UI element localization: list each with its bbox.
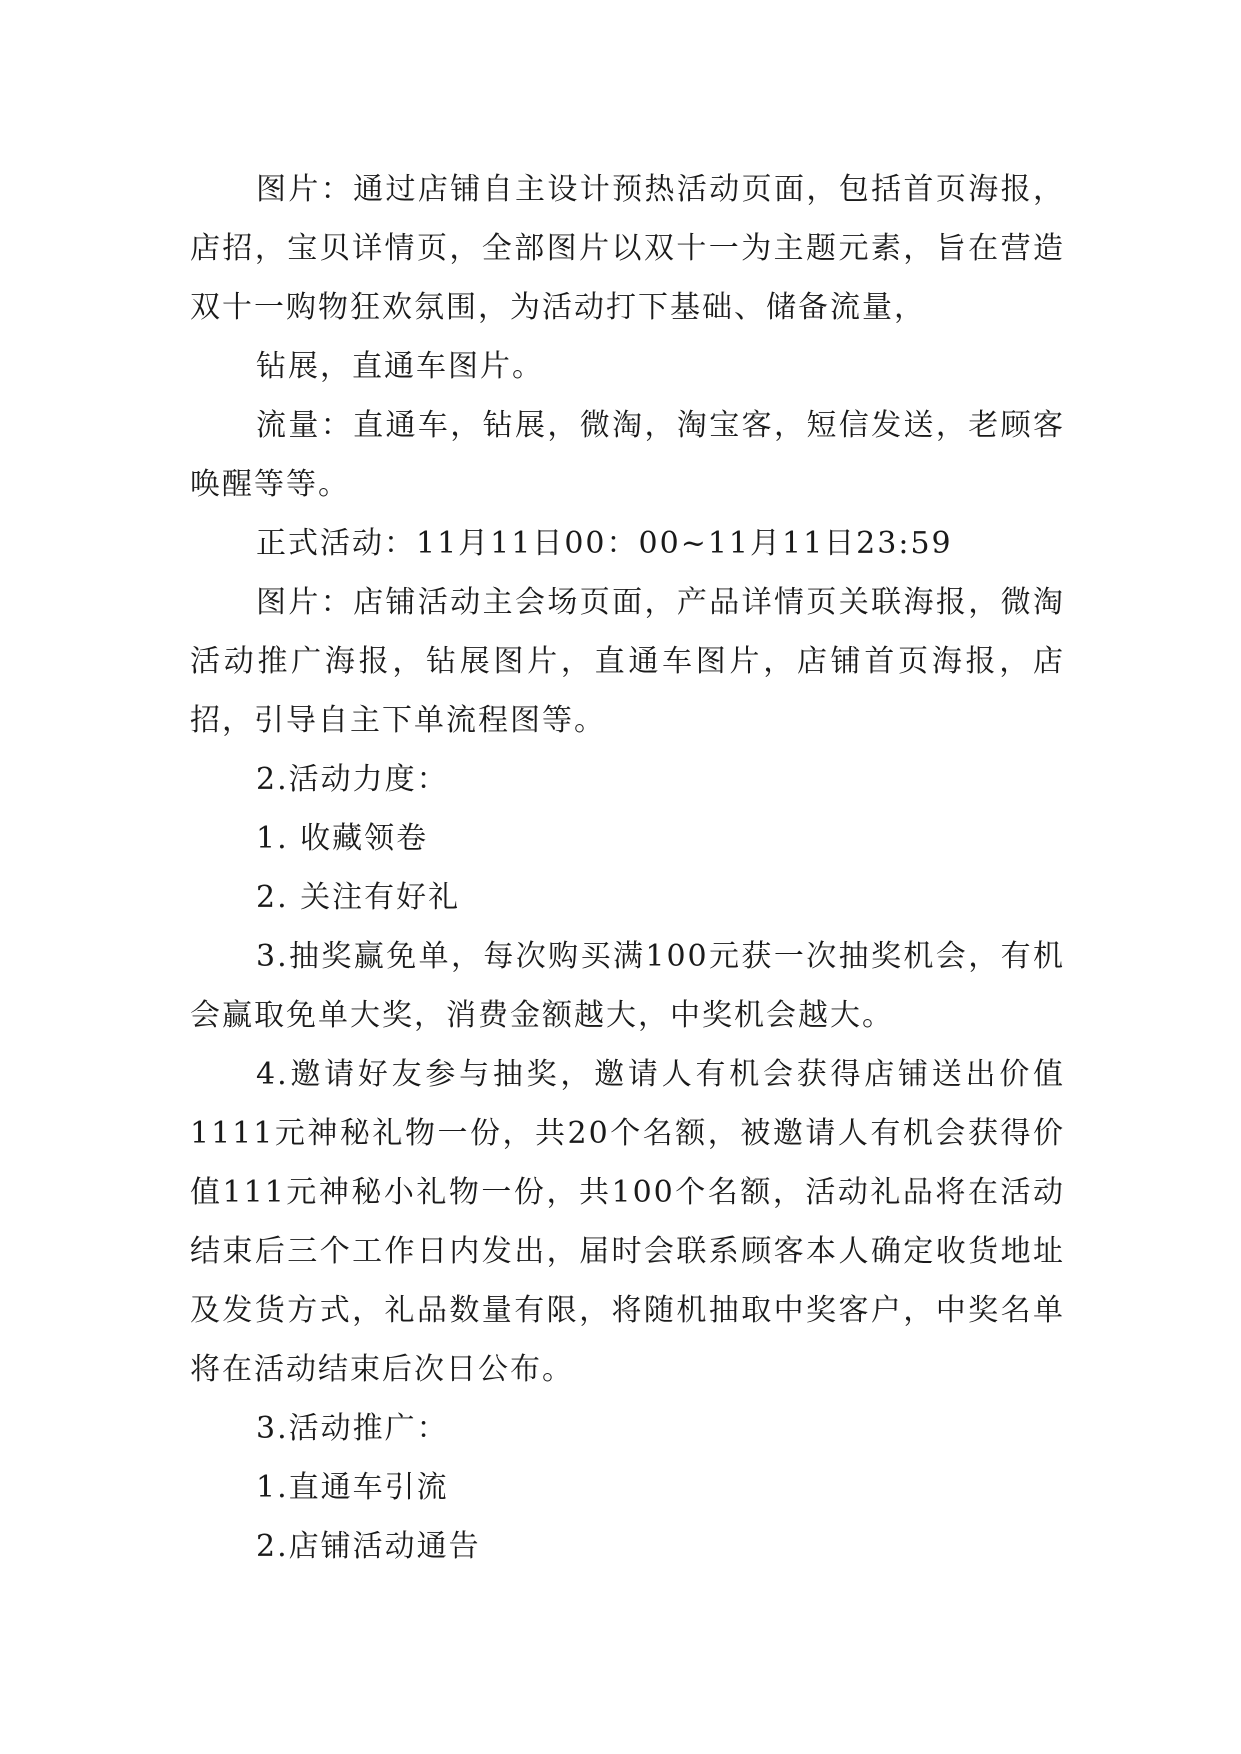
heading-event-promotion: 3.活动推广：	[256, 1411, 449, 1446]
paragraph-official-event-time: 正式活动：11月11日00：00~11月11日23:59	[256, 526, 953, 561]
list-item-collect-coupon: 1. 收藏领卷	[256, 821, 429, 856]
paragraph-traffic: 流量：直通车，钻展，微淘，淘宝客，短信发送，老顾客唤醒等等。	[190, 408, 1065, 502]
paragraph-preheat-images: 图片：通过店铺自主设计预热活动页面，包括首页海报，店招，宝贝详情页，全部图片以双十一为主题元素，旨在营造双十一购物狂欢氛围，为活动打下基础、储备流量，	[190, 172, 1065, 325]
paragraph-event-images: 图片：店铺活动主会场页面，产品详情页关联海报，微淘活动推广海报，钻展图片，直通车图片，店铺首页海报，店招，引导自主下单流程图等。	[190, 585, 1065, 738]
list-item-invite-friends: 4.邀请好友参与抽奖，邀请人有机会获得店铺送出价值1111元神秘礼物一份，共20个名额，被邀请人有机会获得价值111元神秘小礼物一份，共100个名额，活动礼品将在活动结束后三个工作日内发出，届时会联系顾客本人确定收货地址及发货方式，礼品数量有限，将随机抽取中奖客户，中奖名单将在活动结束后次日公布。	[190, 1057, 1065, 1387]
heading-promotion-strength: 2.活动力度：	[256, 762, 449, 797]
list-item-through-train: 1.直通车引流	[256, 1470, 449, 1505]
paragraph-preheat-images-cont: 钻展，直通车图片。	[256, 349, 544, 384]
list-item-store-announcement: 2.店铺活动通告	[256, 1529, 481, 1564]
document-body	[190, 160, 1065, 1576]
list-item-follow-gift: 2. 关注有好礼	[256, 880, 461, 915]
list-item-lottery: 3.抽奖赢免单，每次购买满100元获一次抽奖机会，有机会赢取免单大奖，消费金额越大，中奖机会越大。	[190, 939, 1065, 1033]
